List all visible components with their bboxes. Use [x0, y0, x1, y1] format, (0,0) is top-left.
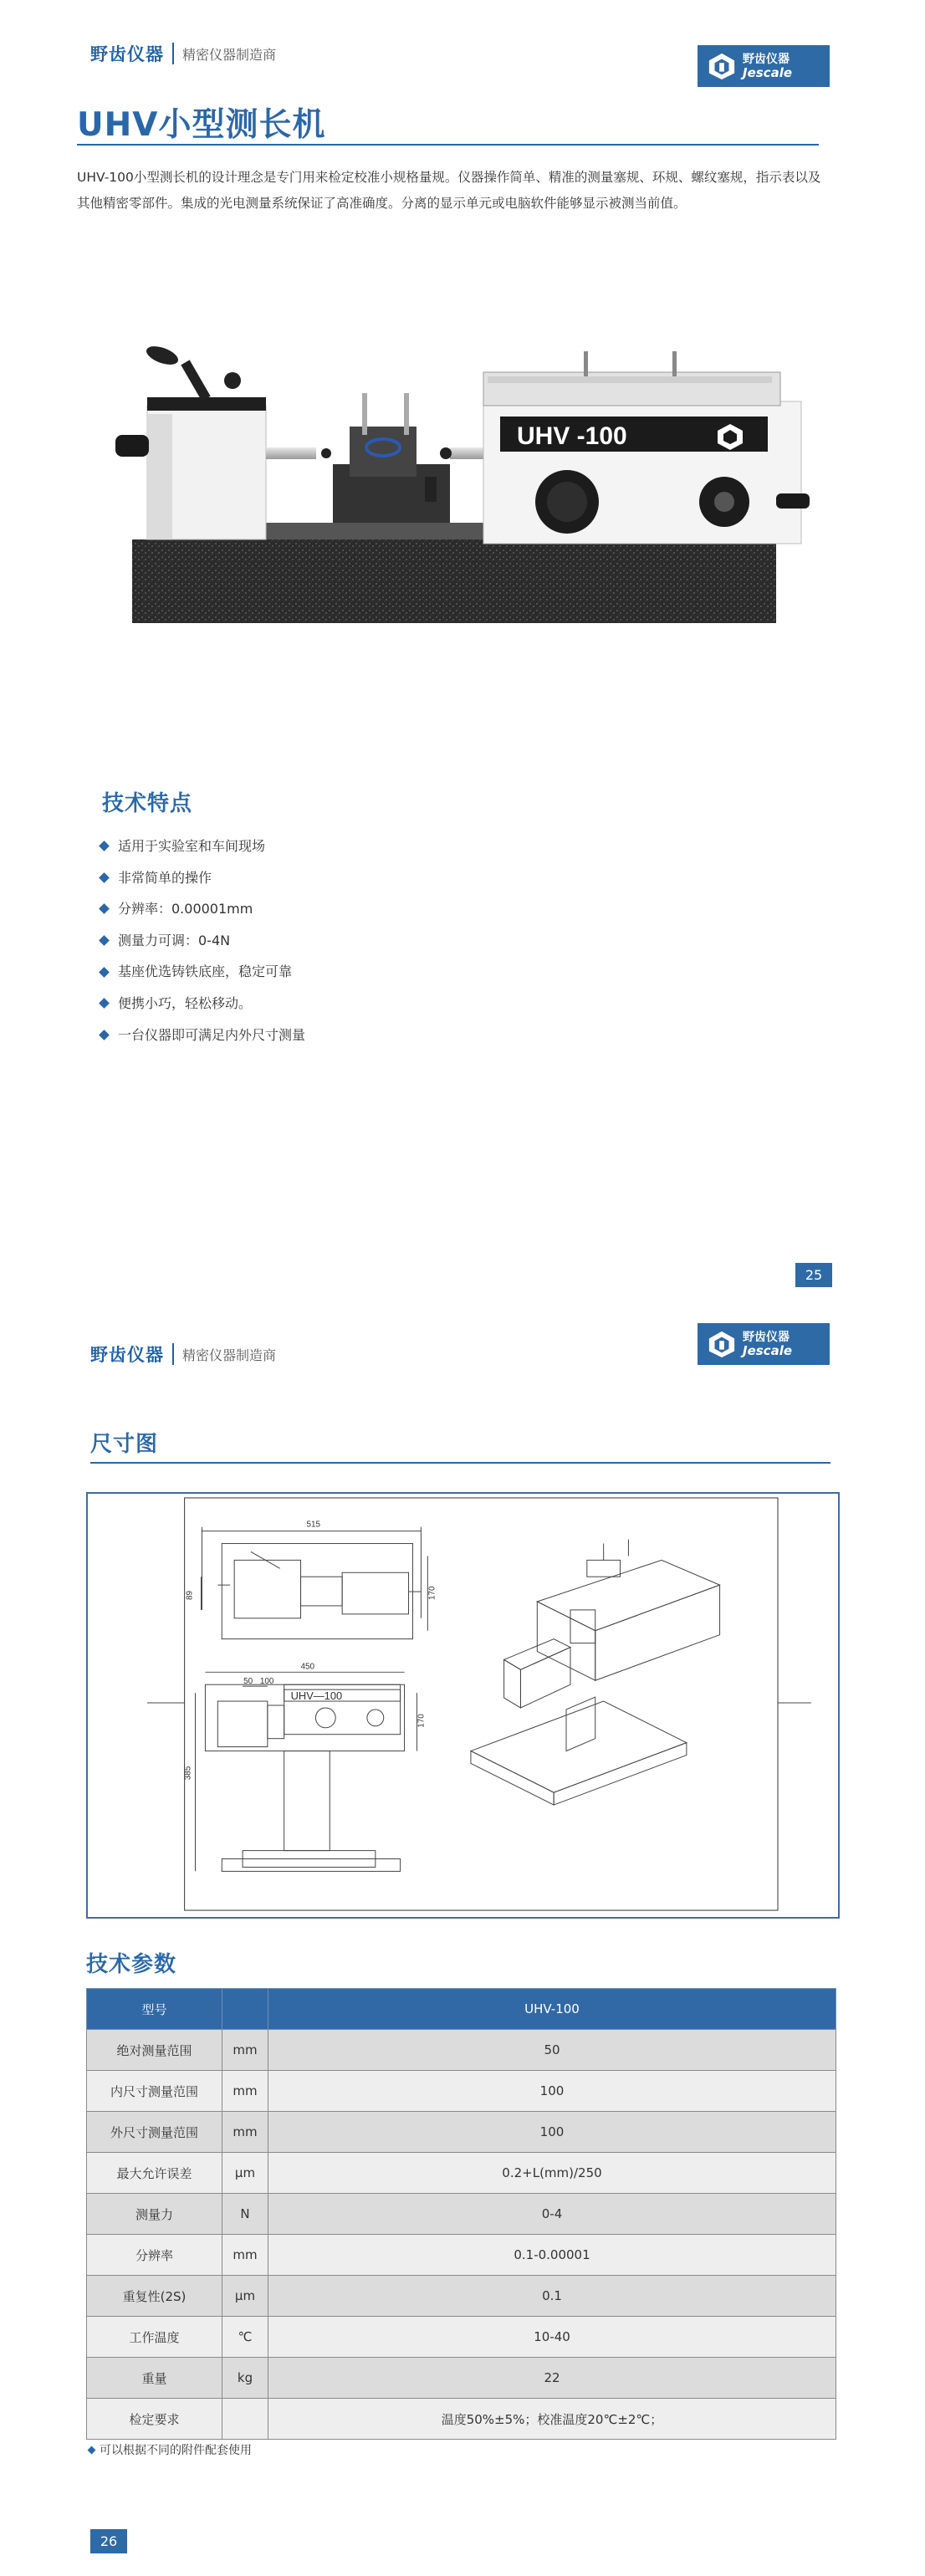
dim-front-right: 170	[417, 1714, 427, 1728]
dimension-title: 尺寸图	[90, 1432, 159, 1457]
table-row: 绝对测量范围 mm 50	[87, 2030, 836, 2071]
brand-name: 野齿仪器	[90, 44, 164, 64]
logo-cn-text: 野齿仪器	[743, 52, 790, 66]
feature-item: 便携小巧，轻松移动。	[99, 988, 305, 1020]
dim-top-height-left: 89	[185, 1590, 195, 1600]
bullet-diamond-icon	[99, 1030, 110, 1040]
brand-header	[90, 42, 276, 65]
table-row: 工作温度 ℃ 10-40	[87, 2317, 836, 2358]
isometric-view	[471, 1540, 720, 1805]
page-number: 25	[795, 1263, 832, 1287]
brand-tagline: 精密仪器制造商	[182, 1347, 277, 1363]
left-knob	[115, 435, 149, 457]
dim-front-width: 450	[300, 1662, 315, 1672]
table-row: 内尺寸测量范围 mm 100	[87, 2071, 836, 2112]
bullet-diamond-icon	[88, 2446, 96, 2454]
company-logo	[698, 45, 830, 87]
product-intro: UHV-100小型测长机的设计理念是专门用来检定校准小规格量规。仪器操作简单、精准的测量塞规、环规、螺纹塞规，指示表以及其他精密零部件。集成的光电测量系统保证了高准确度。分离的显示单元或电脑软件能够显示被测当前值。	[77, 170, 821, 211]
logo-hex-icon	[706, 52, 738, 80]
table-row: 外尺寸测量范围 mm 100	[87, 2112, 836, 2153]
product-photo	[107, 335, 814, 627]
feature-item: 分辨率：0.00001mm	[99, 893, 305, 925]
page-title: UHV小型测长机	[77, 106, 326, 144]
dim-top-width: 515	[306, 1520, 321, 1530]
brand-divider	[172, 43, 174, 64]
table-row: 重复性(2S) μm 0.1	[87, 2276, 836, 2317]
dim-front-height: 385	[183, 1766, 193, 1781]
table-row: 分辨率 mm 0.1-0.00001	[87, 2235, 836, 2276]
granite-base	[132, 539, 776, 623]
front-view	[184, 1662, 427, 1871]
feature-item: 适用于实验室和车间现场	[99, 831, 305, 862]
features-title: 技术特点	[102, 791, 193, 816]
logo-en-text: Jescale	[743, 64, 793, 80]
table-row: 重量 kg 22	[87, 2358, 836, 2399]
feature-item: 基座优选铸铁底座，稳定可靠	[99, 956, 305, 988]
title-underline	[77, 144, 819, 146]
params-title: 技术参数	[86, 1952, 177, 1977]
bullet-diamond-icon	[99, 841, 110, 851]
dimension-drawing	[86, 1492, 840, 1919]
feature-item: 一台仪器即可满足内外尺寸测量	[99, 1020, 305, 1051]
dim-front-b: 100	[259, 1677, 274, 1687]
bullet-diamond-icon	[99, 935, 110, 946]
bullet-diamond-icon	[99, 904, 110, 915]
feature-item: 非常简单的操作	[99, 862, 305, 894]
company-logo	[698, 1323, 830, 1365]
header-unit	[222, 1989, 268, 2030]
table-row: 测量力 N 0-4	[87, 2194, 836, 2235]
bullet-diamond-icon	[99, 872, 110, 883]
dim-top-height-right: 170	[427, 1586, 437, 1600]
brand-name: 野齿仪器	[90, 1345, 164, 1365]
table-row: 最大允许误差 μm 0.2+L(mm)/250	[87, 2153, 836, 2194]
title-underline	[90, 1462, 830, 1464]
table-row: 检定要求 温度50%±5%；校准温度20℃±2℃；	[87, 2399, 836, 2440]
page-number: 26	[90, 2529, 127, 2553]
brand-divider	[172, 1343, 174, 1365]
feature-item: 测量力可调：0-4N	[99, 925, 305, 957]
front-model-text: UHV—100	[290, 1689, 343, 1703]
dim-front-a: 50	[243, 1677, 253, 1687]
table-note: 可以根据不同的附件配套使用	[89, 2441, 252, 2458]
params-table	[86, 1988, 836, 2440]
bullet-diamond-icon	[99, 998, 110, 1009]
logo-hex-icon	[706, 1330, 738, 1358]
logo-en-text: Jescale	[743, 1342, 793, 1358]
header-name: 型号	[87, 1989, 222, 2030]
top-view	[186, 1521, 437, 1639]
features-list	[99, 831, 305, 1050]
model-label-text: UHV -100	[517, 422, 627, 450]
brand-tagline: 精密仪器制造商	[182, 46, 277, 63]
brand-header	[90, 1342, 276, 1366]
table-header-row	[87, 1989, 836, 2030]
logo-cn-text: 野齿仪器	[743, 1330, 790, 1344]
bullet-diamond-icon	[99, 967, 110, 978]
header-value: UHV-100	[268, 1989, 836, 2030]
